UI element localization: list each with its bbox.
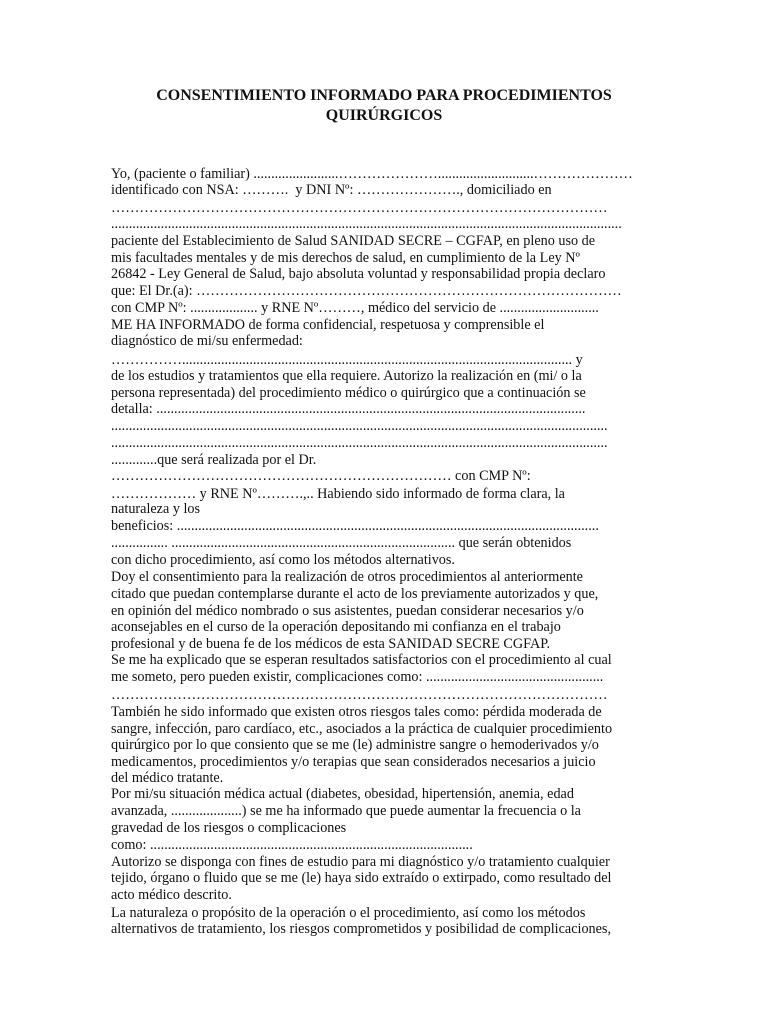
body-line: beneficios: ....................................................................................................................... (111, 518, 599, 534)
body-line: Doy el consentimiento para la realización de otros procedimientos al anteriormente (111, 569, 583, 585)
body-line: de los estudios y tratamientos que ella requiere. Autorizo la realización en (mi/ o la (111, 368, 582, 384)
body-line: aconsejables en el curso de la operación depositando mi confianza en el trabajo (111, 619, 561, 635)
body-line: 26842 - Ley General de Salud, bajo absoluta voluntad y responsabilidad propia declaro (111, 266, 606, 282)
body-line: paciente del Establecimiento de Salud SANIDAD SECRE – CGFAP, en pleno uso de (111, 233, 596, 249)
body-line: gravedad de los riesgos o complicaciones (111, 820, 347, 836)
body-line: citado que puedan contemplarse durante el acto de los previamente autorizados y que, (111, 586, 599, 602)
body-line: alternativos de tratamiento, los riesgos comprometidos y posibilidad de complicaciones, (111, 921, 611, 937)
body-line: me someto, pero pueden existir, complicaciones como: .................................................. (111, 669, 604, 685)
body-line: .............que será realizada por el Dr. (111, 452, 317, 468)
body-line: …………….............................................................................................................. y (111, 352, 583, 368)
body-line: ……………………………………………………………… con CMP Nº: (111, 468, 531, 484)
body-line: diagnóstico de mi/su enfermedad: (111, 333, 303, 349)
body-line: …………………………………………………………………………………………… (111, 687, 608, 703)
title-line: QUIRÚRGICOS (325, 107, 443, 124)
body-line: …………………………………………………………………………………………… (111, 200, 608, 216)
body-line: ............................................................................................................................................ (111, 435, 608, 451)
body-line: persona representada) del procedimiento médico o quirúrgico que a continuación se (111, 385, 586, 401)
body-line: con CMP Nº: ................... y RNE Nº………, médico del servicio de ............................ (111, 300, 599, 316)
body-line: acto médico descrito. (111, 887, 232, 903)
body-line: quirúrgico por lo que consiento que se me (le) administre sangre o hemoderivados y/o (111, 737, 599, 753)
body-line: ................................................................................................................................................ (111, 216, 622, 232)
title-line: CONSENTIMIENTO INFORMADO PARA PROCEDIMIENTOS (156, 87, 612, 104)
body-line: avanzada, ....................) se me ha informado que puede aumentar la frecuencia o la (111, 803, 581, 819)
body-line: con dicho procedimiento, así como los métodos alternativos. (111, 552, 455, 568)
body-line: mis facultades mentales y de mis derechos de salud, en cumplimiento de la Ley Nº (111, 250, 580, 266)
body-line: Por mi/su situación médica actual (diabetes, obesidad, hipertensión, anemia, edad (111, 786, 574, 802)
document-title (100, 86, 668, 126)
body-line: ……………… y RNE Nº……….,.. Habiendo sido informado de forma clara, la (111, 486, 565, 502)
body-line: como: ........................................................................................... (111, 837, 473, 853)
body-line: Yo, (paciente o familiar) ........................…………………...........................………………… (111, 166, 633, 182)
body-line: La naturaleza o propósito de la operación o el procedimiento, así como los métodos (111, 905, 586, 921)
body-line: que: El Dr.(a): ……………………………………………………………………………… (111, 283, 622, 299)
body-line: identificado con NSA: ………. y DNI Nº: …………………., domiciliado en (111, 182, 552, 198)
body-line: en opinión del médico nombrado o sus asistentes, puedan considerar necesarios y/o (111, 603, 584, 619)
body-line: ................ ................................................................................ que serán obtenidos (111, 535, 572, 551)
body-line: del médico tratante. (111, 770, 224, 786)
body-line: tejido, órgano o fluido que se me (le) haya sido extraído o extirpado, como resultado del (111, 870, 612, 886)
body-line: naturaleza y los (111, 501, 201, 517)
body-line: sangre, infección, paro cardíaco, etc., asociados a la práctica de cualquier procedimiento (111, 721, 613, 737)
body-line: medicamentos, procedimientos y/o terapias que sean considerados necesarios a juicio (111, 754, 596, 770)
body-line: Se me ha explicado que se esperan resultados satisfactorios con el procedimiento al cual (111, 652, 612, 668)
body-line: Autorizo se disponga con fines de estudio para mi diagnóstico y/o tratamiento cualquier (111, 854, 610, 870)
body-line: detalla: ......................................................................................................................... (111, 401, 586, 417)
body-line: También he sido informado que existen otros riesgos tales como: pérdida moderada de (111, 704, 602, 720)
body-line: ............................................................................................................................................ (111, 418, 608, 434)
body-line: profesional y de buena fe de los médicos de esta SANIDAD SECRE CGFAP. (111, 636, 551, 652)
body-line: ME HA INFORMADO de forma confidencial, respetuosa y comprensible el (111, 317, 545, 333)
